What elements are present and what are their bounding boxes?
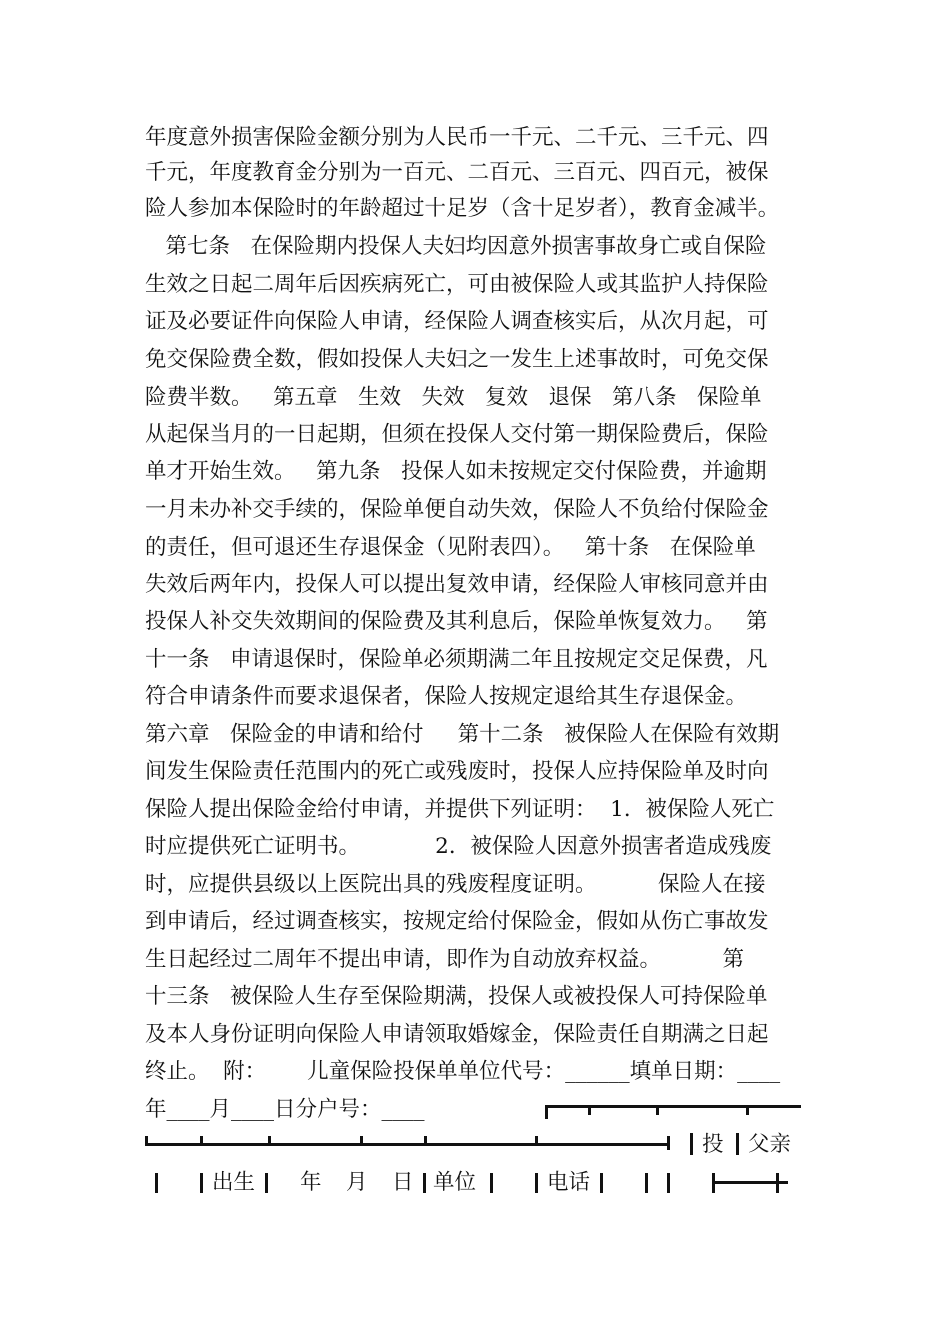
label-father: 父亲 [748,1132,792,1157]
text-line-21: 时，应提供县级以上医院出具的残废程度证明。 保险人在接 [145,872,766,897]
text-line-19: 保险人提出保险金给付申请，并提供下列证明： 1．被保险人死亡 [145,797,775,822]
table-cell-border [645,1173,648,1193]
table-tick [545,1105,548,1119]
text-line-15: 十一条 申请退保时，保险单必须期满二年且按规定交足保费，凡 [145,647,768,672]
label-month: 月 [346,1170,368,1195]
table-tick [535,1136,538,1146]
table-tick [268,1136,271,1146]
text-line-6: 证及必要证件向保险人申请，经保险人调查核实后，从次月起，可 [145,309,769,334]
text-line-1: 年度意外损害保险金额分别为人民币一千元、二千元、三千元、四 [145,125,769,150]
table-tick [360,1136,363,1146]
table-tick [588,1105,591,1115]
label-year: 年 [300,1170,322,1195]
table-cell-border [200,1173,203,1193]
text-line-18: 间发生保险责任范围内的死亡或残废时，投保人应持保险单及时向 [145,759,769,784]
table-cell-border [736,1133,739,1155]
text-line-4: 第七条 在保险期内投保人夫妇均因意外损害事故身亡或自保险 [145,234,767,259]
text-line-22: 到申请后，经过调查核实，按规定给付保险金，假如从伤亡事故发 [145,909,769,934]
table-cell-border [776,1173,779,1193]
table-cell-border [490,1173,493,1193]
text-line-26: 终止。 附： 儿童保险投保单单位代号：______填单日期：____ [145,1059,781,1084]
label-unit: 单位 [433,1170,477,1195]
table-cell-border [265,1173,268,1193]
label-day: 日 [392,1170,414,1195]
text-line-23: 生日起经过二周年不提出申请，即作为自动放弃权益。 第 [145,947,745,972]
text-line-7: 免交保险费全数，假如投保人夫妇之一发生上述事故时，可免交保 [145,347,769,372]
text-line-12: 的责任，但可退还生存退保金（见附表四）。 第十条 在保险单 [145,535,756,560]
text-line-20: 时应提供死亡证明书。 2．被保险人因意外损害者造成残废 [145,834,772,859]
table-cell-border [600,1173,603,1193]
text-line-2: 千元，年度教育金分别为一百元、二百元、三百元、四百元，被保 [145,160,769,185]
table-tick [200,1136,203,1146]
text-line-3: 险人参加本保险时的年龄超过十足岁（含十足岁者），教育金减半。 [145,196,780,221]
table-tick [145,1136,148,1146]
text-line-16: 符合申请条件而要求退保者，保险人按规定退给其生存退保金。 [145,684,748,709]
table-tick [667,1136,670,1150]
table-tick [656,1105,659,1115]
table-tick [424,1136,427,1146]
table-cell-border [155,1173,158,1193]
text-line-10: 单才开始生效。 第九条 投保人如未按规定交付保险费，并逾期 [145,459,767,484]
text-line-14: 投保人补交失效期间的保险费及其利息后，保险单恢复效力。 第 [145,609,768,634]
table-cell-border [667,1173,670,1193]
table-rule-middle [145,1143,670,1146]
text-line-8: 险费半数。 第五章 生效 失效 复效 退保 第八条 保险单 [145,385,762,410]
text-line-9: 从起保当月的一日起期，但须在投保人交付第一期保险费后，保险 [145,422,769,447]
text-line-25: 及本人身份证明向保险人申请领取婚嫁金，保险责任自期满之日起 [145,1022,769,1047]
text-line-13: 失效后两年内，投保人可以提出复效申请，经保险人审核同意并由 [145,572,769,597]
table-cell-border [535,1173,538,1193]
text-line-11: 一月未办补交手续的，保险单便自动失效，保险人不负给付保险金 [145,497,769,522]
text-line-24: 十三条 被保险人生存至保险期满，投保人或被投保人可持保险单 [145,984,768,1009]
table-tick [746,1105,749,1115]
table-rule-top [545,1105,801,1108]
table-cell-border [690,1133,693,1155]
text-line-27: 年____月____日分户号：____ [145,1097,425,1122]
label-birth: 出生 [212,1170,256,1195]
text-line-5: 生效之日起二周年后因疾病死亡，可由被保险人或其监护人持保险 [145,272,769,297]
label-phone: 电话 [547,1170,591,1195]
text-line-17: 第六章 保险金的申请和给付 第十二条 被保险人在保险有效期 [145,722,780,747]
table-cell-border [423,1173,426,1193]
label-tou: 投 [702,1132,724,1157]
